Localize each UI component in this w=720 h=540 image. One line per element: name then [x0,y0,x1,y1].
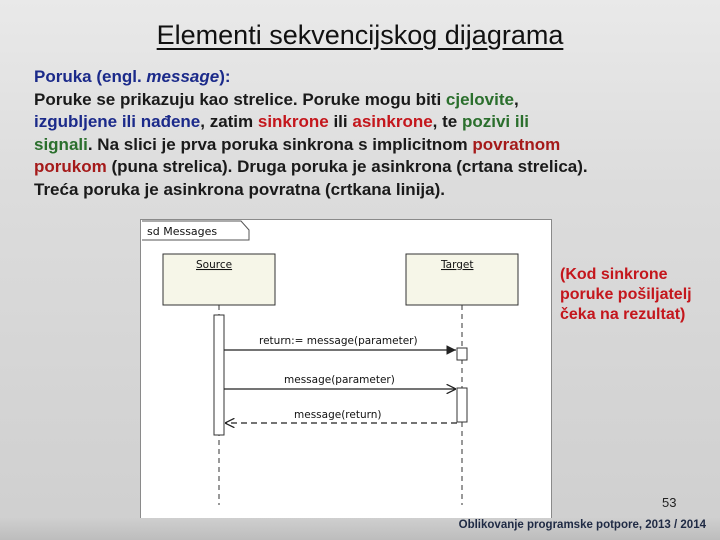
body-text [34,66,714,201]
sequence-diagram [140,219,552,521]
text-line-2 [34,89,714,112]
text-segment: (puna strelica). Druga poruka je asinkrona (crtana strelica). [106,157,588,176]
text-line-6 [34,179,714,202]
text-line-1 [34,66,714,89]
text-colon: ): [219,67,231,86]
text-cjelovite: cjelovite [445,89,514,109]
text-sinkrone: sinkrone [257,112,329,131]
message-1-label: return:= message(parameter) [259,335,418,347]
text-segment: , zatim [200,112,258,131]
page-number: 53 [662,495,677,510]
sequence-diagram-svg [141,220,551,520]
activation-source [214,315,224,435]
text-segment: . Na slici je prva poruka sinkrona s implicitnom [87,134,473,154]
message-2-label: message(parameter) [284,374,395,386]
activation-target-1 [457,348,467,360]
text-segment: , te [432,112,462,131]
text-segment: Treća poruka je asinkrona povratna (crtkana linija). [34,179,445,199]
slide-title: Elementi sekvencijskog dijagrama [156,20,564,50]
text-poruka: Poruka (engl. [34,67,147,86]
text-line-5 [34,156,714,179]
frame-label: sd Messages [147,225,218,238]
text-asinkrone: asinkrone [352,112,433,131]
text-izgubljene: izgubljene ili nađene [34,112,201,131]
text-message-term: message [146,67,220,86]
message-3-label: message(return) [294,409,382,421]
text-segment: Poruke se prikazuju kao strelice. Poruke mogu biti [34,89,446,109]
text-pozivi: pozivi ili [461,112,530,131]
text-line-3 [34,111,714,134]
text-signali: signali [34,134,88,154]
activation-target-2 [457,388,467,422]
text-segment: ili [328,112,353,131]
text-line-4 [34,134,714,157]
lifeline-source-label: Source [196,259,233,271]
text-segment: , [513,89,519,109]
text-porukom: porukom [34,157,107,176]
side-note: (Kod sinkrone poruke pošiljatelj čeka na rezultat) [560,266,692,323]
footer-text: Oblikovanje programske potpore, 2013 / 2014 [458,519,706,531]
text-povratnom: povratnom [472,134,561,154]
lifeline-target-label: Target [441,259,474,271]
